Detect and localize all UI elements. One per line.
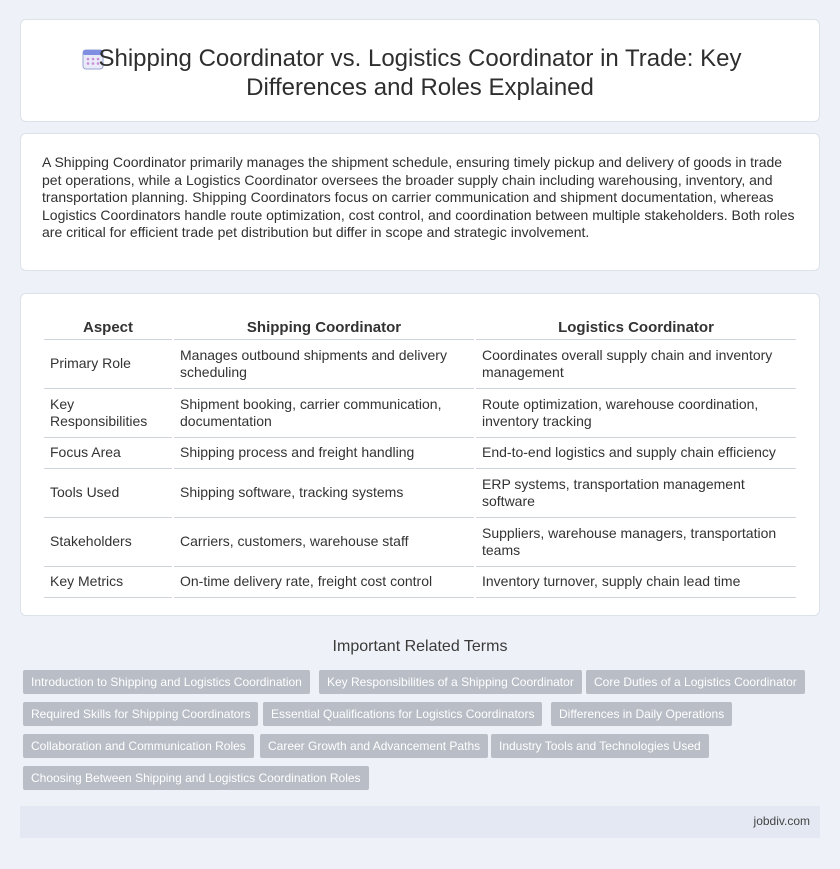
related-tag[interactable]: Required Skills for Shipping Coordinators bbox=[23, 702, 258, 726]
table-cell: Stakeholders bbox=[44, 518, 172, 567]
related-tag[interactable]: Essential Qualifications for Logistics Coordinators bbox=[263, 702, 542, 726]
table-cell: Key Responsibilities bbox=[44, 389, 172, 438]
page-header bbox=[20, 19, 820, 122]
page-title-line-1: Shipping Coordinator vs. Logistics Coordinator in Trade: Key bbox=[98, 45, 742, 72]
comparison-card bbox=[20, 293, 820, 616]
footer-site-link[interactable]: jobdiv.com bbox=[753, 814, 810, 828]
related-tag[interactable]: Choosing Between Shipping and Logistics Coordination Roles bbox=[23, 766, 369, 790]
table-row bbox=[44, 469, 796, 518]
page-title-line-2: Differences and Roles Explained bbox=[246, 74, 594, 101]
table-cell: Route optimization, warehouse coordination, inventory tracking bbox=[476, 389, 796, 438]
header-logistics-coordinator: Logistics Coordinator bbox=[476, 312, 796, 340]
page-title bbox=[21, 44, 819, 102]
related-terms-title: Important Related Terms bbox=[332, 638, 508, 655]
table-row bbox=[44, 389, 796, 438]
table-cell: Key Metrics bbox=[44, 567, 172, 598]
related-tag[interactable]: Core Duties of a Logistics Coordinator bbox=[586, 670, 805, 694]
header-aspect: Aspect bbox=[44, 312, 172, 340]
table-cell: Tools Used bbox=[44, 469, 172, 518]
table-cell: On-time delivery rate, freight cost control bbox=[174, 567, 474, 598]
related-tag[interactable]: Career Growth and Advancement Paths bbox=[260, 734, 488, 758]
table-cell: Carriers, customers, warehouse staff bbox=[174, 518, 474, 567]
related-tag[interactable]: Industry Tools and Technologies Used bbox=[491, 734, 709, 758]
table-cell: Focus Area bbox=[44, 438, 172, 469]
comparison-table bbox=[42, 312, 798, 598]
related-tag[interactable]: Differences in Daily Operations bbox=[551, 702, 732, 726]
table-row bbox=[44, 340, 796, 389]
summary-text: A Shipping Coordinator primarily manages the shipment schedule, ensuring timely pickup and delivery of goods in trade pet operations, while a Logistics Coordinator oversees the broader supply chain including warehousing, inventory, and transportation planning. Shipping Coordinators focus on carrier communication and shipment documentation, whereas Logistics Coordinators handle route optimization, cost control, and coordination between multiple stakeholders. Both roles are critical for efficient trade pet distribution but differ in scope and strategic involvement. bbox=[42, 154, 795, 241]
table-cell: Suppliers, warehouse managers, transportation teams bbox=[476, 518, 796, 567]
table-cell: Shipment booking, carrier communication, documentation bbox=[174, 389, 474, 438]
table-cell: Inventory turnover, supply chain lead time bbox=[476, 567, 796, 598]
table-cell: Primary Role bbox=[44, 340, 172, 389]
related-tag[interactable]: Key Responsibilities of a Shipping Coordinator bbox=[319, 670, 582, 694]
table-row bbox=[44, 438, 796, 469]
table-cell: Manages outbound shipments and delivery scheduling bbox=[174, 340, 474, 389]
summary-card bbox=[20, 133, 820, 271]
table-header-row bbox=[44, 312, 796, 340]
table-cell: Shipping process and freight handling bbox=[174, 438, 474, 469]
table-cell: ERP systems, transportation management software bbox=[476, 469, 796, 518]
related-tag[interactable]: Collaboration and Communication Roles bbox=[23, 734, 254, 758]
table-cell: Coordinates overall supply chain and inventory management bbox=[476, 340, 796, 389]
table-cell: End-to-end logistics and supply chain efficiency bbox=[476, 438, 796, 469]
table-cell: Shipping software, tracking systems bbox=[174, 469, 474, 518]
table-row bbox=[44, 567, 796, 598]
related-tag[interactable]: Introduction to Shipping and Logistics Coordination bbox=[23, 670, 310, 694]
header-shipping-coordinator: Shipping Coordinator bbox=[174, 312, 474, 340]
table-row bbox=[44, 518, 796, 567]
page-footer bbox=[20, 806, 820, 838]
